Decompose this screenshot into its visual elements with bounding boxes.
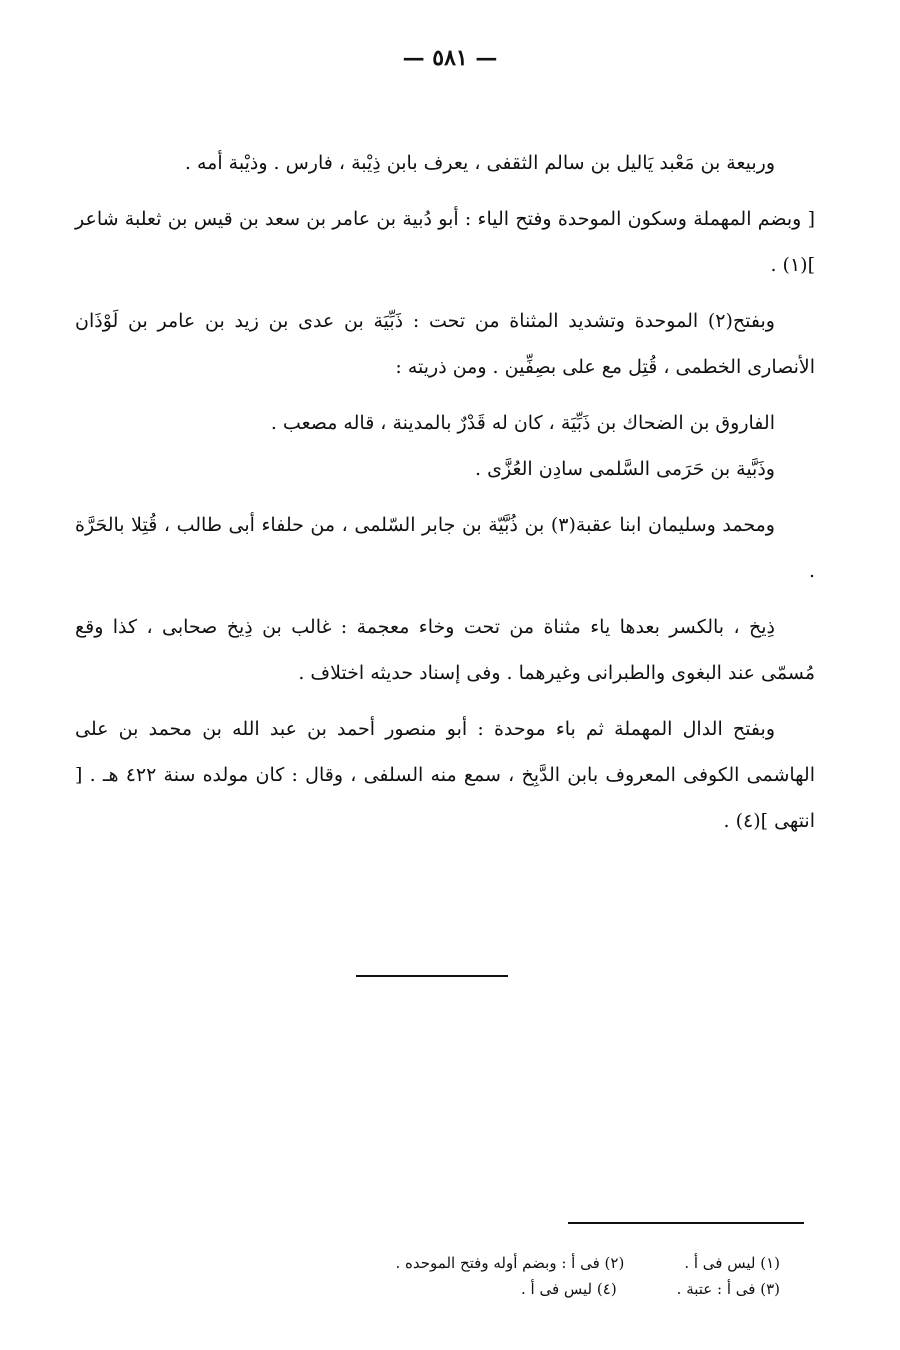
main-text [75,140,815,854]
paragraph-dhikh: ذِيخ ، بالكسر بعدها ياء مثناة من تحت وخاء معجمة : غالب بن ذِيخ صحابى ، كذا وقع مُسمّى عند البغوى والطبرانى وغيرهما . وفى إسناد حديثه اختلاف . [75,616,815,684]
footnote-1: (١) ليس فى أ . [684,1254,780,1272]
footnotes [260,1250,780,1302]
paragraph-dubya-bracket: [ وبضم المهملة وسكون الموحدة وفتح الياء : أبو دُبية بن عامر بن سعد بن قيس بن ثعلبة شاعر ](١) . [75,208,815,276]
footnote-row [260,1250,780,1276]
paragraph-muhammad-sulayman: ومحمد وسليمان ابنا عقبة(٣) بن ذُبَّيّة بن جابر السّلمى ، من حلفاء أبى طالب ، قُتِلا بالحَرَّة . [75,514,815,582]
paragraph-faruq: الفاروق بن الضحاك بن ذَبِّيَة ، كان له قَدْرٌ بالمدينة ، قاله مصعب . [270,412,775,434]
paragraph-rabia: وربيعة بن مَعْبد يَاليل بن سالم الثقفى ، يعرف بابن ذِيْبة ، فارس . وذيْبة أمه . [184,152,775,174]
paragraph-abu-mansur: وبفتح الدال المهملة ثم باء موحدة : أبو منصور أحمد بن عبد الله بن محمد بن على الهاشمى الكوفى المعروف بابن الدَّبِخ ، سمع منه السلفى ، وقال : كان مولده سنة ٤٢٢ هـ . [ انتهى ](٤) . [75,718,815,832]
paragraph-dhabbiya-salmi: وذَبَّية بن حَرَمى السَّلمى سادِن العُزَّى . [475,458,775,480]
footnote-2: (٢) فى أ : وبضم أوله وفتح الموحده . [395,1254,625,1272]
paragraph-dhabbiya: وبفتح(٢) الموحدة وتشديد المثناة من تحت : ذَبِّيَة بن عدى بن زيد بن عامر بن لَوْذَان الأنصارى الخطمى ، قُتِل مع على بصِفِّين . ومن ذريته : [75,310,815,378]
footnote-4: (٤) ليس فى أ . [520,1280,617,1298]
section-separator-line [356,975,508,977]
footnote-3: (٣) فى أ : عتبة . [676,1280,780,1298]
footnote-row [260,1276,780,1302]
page-number: — ٥٨١ — [402,45,498,71]
footnote-separator-line [568,1222,804,1224]
